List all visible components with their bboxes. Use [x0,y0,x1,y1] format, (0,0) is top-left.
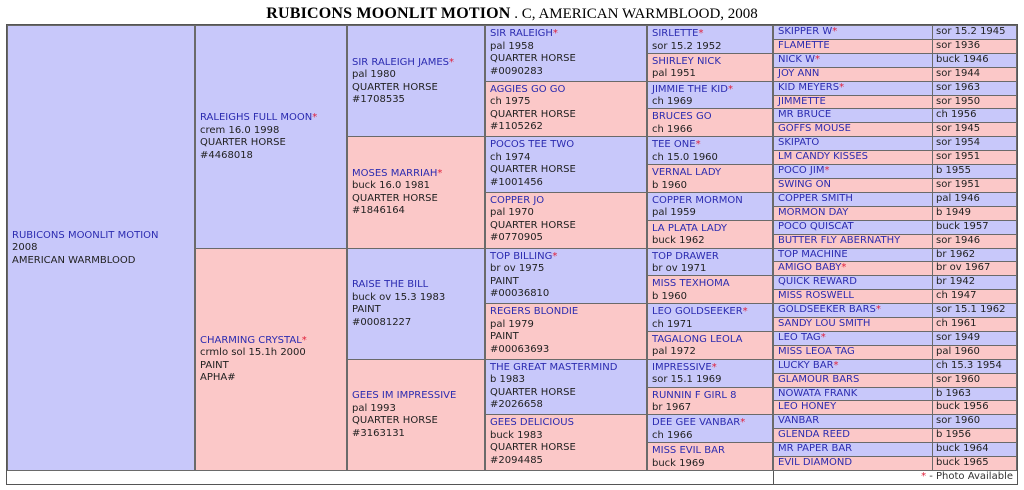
horse-detail-line: PAINT [200,359,229,371]
pedigree-cell-g5 [647,387,773,416]
horse-detail-line: br ov 1975 [490,263,545,274]
horse-name-link[interactable]: SKIPATO [778,137,820,149]
horse-detail-line: crem 16.0 1998 [200,124,280,136]
horse-name-link[interactable]: KID MEYERS [778,81,840,93]
horse-name-link[interactable]: BRUCES GO [652,111,712,123]
horse-name-link[interactable]: JOY ANN [778,67,820,79]
photo-note-text: - Photo Available [926,471,1013,482]
pedigree-cell-g6 [773,178,1017,193]
photo-available-star-icon: * [742,306,748,318]
photo-available-star-icon: * [437,167,443,179]
pedigree-cell-g6 [773,234,1017,249]
horse-details: sor 1951 [932,151,980,164]
pedigree-cell-g6 [773,400,1017,415]
horse-detail-line: #00081227 [352,316,412,328]
photo-available-star-icon: * [875,304,881,316]
photo-available-star-icon: * [727,83,733,95]
horse-detail-line: b 1960 [652,179,687,191]
horse-details: sor 1960 [932,374,980,387]
photo-available-star-icon: * [839,81,845,93]
horse-name-link[interactable]: GEES DELICIOUS [490,417,574,429]
horse-details: sor 1960 [932,415,980,428]
horse-details: ch 1947 [932,290,976,303]
horse-details: b 1956 [932,429,971,442]
pedigree-cell-g6 [773,81,1017,96]
horse-detail-line: #2026658 [490,399,543,411]
horse-detail-line: ch 1975 [490,96,531,108]
horse-detail-line: #0770905 [490,232,543,244]
pedigree-cell-g6 [773,317,1017,332]
horse-details: pal 1946 [932,193,980,206]
horse-name-link[interactable]: MR PAPER BAR [778,443,853,455]
photo-available-star-icon: * [449,56,455,68]
horse-details: ch 1961 [932,318,976,331]
pedigree-cell-g3 [347,136,485,248]
photo-available-star-icon: * [698,28,704,39]
horse-name-link[interactable]: GOLDSEEKER BARS [778,304,876,316]
photo-available-star-icon: * [832,26,838,37]
horse-detail-line: pal 1958 [490,40,534,52]
horse-detail-line: AMERICAN WARMBLOOD [12,254,136,266]
pedigree-cell-g4 [485,359,647,416]
pedigree-cell-g5 [647,220,773,249]
horse-name-title: RUBICONS MOONLIT MOTION [266,5,511,22]
pedigree-cell-g6 [773,108,1017,123]
horse-name-link[interactable]: THE GREAT MASTERMIND [490,361,618,373]
horse-details: sor 1963 [932,82,980,95]
horse-name-link[interactable]: JIMMIE THE KID [652,83,728,95]
pedigree-cell-g4 [485,25,647,82]
horse-name-link[interactable]: MISS ROSWELL [778,290,854,302]
horse-name-link[interactable]: TOP MACHINE [778,248,848,260]
pedigree-cell-g6 [773,414,1017,429]
photo-available-star-icon: * [815,53,821,65]
horse-detail-line: 2008 [12,242,38,254]
photo-available-star-icon: * [552,250,558,262]
horse-name-link[interactable]: GLAMOUR BARS [778,373,860,385]
pedigree-cell-g6 [773,192,1017,207]
horse-detail-line: APHA# [200,372,236,384]
horse-name-link[interactable]: POCO QUISCAT [778,220,854,232]
horse-name-link[interactable]: RUBICONS MOONLIT MOTION [12,229,159,241]
horse-name-link[interactable]: DEE GEE VANBAR [652,417,741,429]
horse-detail-line: buck ov 15.3 1983 [352,291,446,303]
horse-detail-line: #1001456 [490,176,543,188]
photo-star-icon: * [921,471,927,482]
photo-available-note [921,471,1013,482]
footer-spacer [7,471,774,484]
horse-detail-line: b 1960 [652,290,687,302]
pedigree-cell-g4 [485,303,647,360]
horse-detail-line: QUARTER HORSE [200,137,286,149]
horse-details: sor 15.2 1945 [932,26,1006,39]
horse-detail-line: ch 15.0 1960 [652,151,718,163]
pedigree-cell-g5 [647,136,773,165]
pedigree-cell-g5 [647,192,773,221]
horse-name-link[interactable]: SIR RALEIGH [490,28,553,39]
horse-detail-line: buck 1983 [490,429,543,441]
pedigree-cell-g6 [773,220,1017,235]
horse-details: br 1962 [932,249,975,262]
horse-details: sor 1946 [932,235,980,248]
horse-detail-line: crmlo sol 15.1h 2000 [200,347,306,359]
horse-name-link[interactable]: MOSES MARRIAH [352,167,438,179]
horse-detail-line: pal 1951 [652,68,696,80]
horse-name-link[interactable]: LUCKY BAR [778,359,834,371]
photo-available-star-icon: * [301,334,307,346]
horse-details: sor 1951 [932,179,980,192]
horse-name-link[interactable]: POCO JIM [778,165,825,177]
pedigree-cell-g2 [195,248,347,472]
pedigree-cell-g5 [647,53,773,82]
horse-detail-line: QUARTER HORSE [490,53,576,64]
photo-available-star-icon: * [841,262,847,274]
horse-name-link[interactable]: CHARMING CRYSTAL [200,334,302,346]
horse-name-link[interactable]: LM CANDY KISSES [778,151,868,163]
horse-detail-line: ch 1971 [652,318,693,330]
horse-name-link[interactable]: RALEIGHS FULL MOON [200,112,313,124]
pedigree-cell-g4 [485,248,647,305]
title-suffix: . C, AMERICAN WARMBLOOD, 2008 [510,6,758,22]
horse-name-link[interactable]: TEE ONE [652,139,696,151]
pedigree-cell-g6 [773,206,1017,221]
horse-name-link[interactable]: NOWATA FRANK [778,387,858,399]
pedigree-cell-g6 [773,289,1017,304]
pedigree-cell-g6 [773,373,1017,388]
photo-available-star-icon: * [740,417,746,429]
horse-detail-line: #00063693 [490,343,550,355]
horse-name-link[interactable]: SANDY LOU SMITH [778,318,871,330]
pedigree-cell-g6 [773,164,1017,179]
pedigree-cell-g6 [773,248,1017,263]
horse-details: pal 1960 [932,346,980,359]
horse-detail-line: br ov 1971 [652,263,707,274]
horse-detail-line: sor 15.1 1969 [652,374,722,386]
horse-name-link[interactable]: AMIGO BABY [778,262,842,274]
horse-name-link[interactable]: GOFFS MOUSE [778,123,851,135]
horse-detail-line: pal 1980 [352,69,396,81]
horse-name-link[interactable]: VANBAR [778,415,820,427]
horse-name-link[interactable]: COPPER JO [490,194,545,206]
horse-detail-line: pal 1979 [490,318,534,330]
pedigree-cell-g3 [347,359,485,471]
horse-details: ch 15.3 1954 [932,360,1002,373]
horse-name-link[interactable]: MR BRUCE [778,109,832,121]
horse-details: br 1942 [932,276,975,289]
horse-details: sor 1936 [932,40,980,53]
horse-detail-line: QUARTER HORSE [352,415,438,427]
horse-name-link[interactable]: RAISE THE BILL [352,279,429,291]
horse-name-link[interactable]: BUTTER FLY ABERNATHY [778,234,901,246]
horse-details: sor 1950 [932,96,980,109]
horse-details: sor 15.1 1962 [932,304,1006,317]
pedigree-cell-g5 [647,248,773,277]
horse-name-link[interactable]: LEO HONEY [778,401,837,413]
horse-name-link[interactable]: RUNNIN F GIRL 8 [652,389,737,401]
horse-name-link[interactable]: LA PLATA LADY [652,222,727,234]
horse-name-link[interactable]: VERNAL LADY [652,167,722,179]
horse-detail-line: #4468018 [200,149,253,161]
horse-name-link[interactable]: JIMMETTE [778,95,826,107]
horse-detail-line: QUARTER HORSE [490,164,576,176]
horse-name-link[interactable]: POCOS TEE TWO [490,139,575,151]
horse-detail-line: #1846164 [352,205,405,217]
horse-detail-line: PAINT [352,304,381,316]
pedigree-cell-g5 [647,303,773,332]
pedigree-cell-g5 [647,275,773,304]
horse-name-link[interactable]: SIRLETTE [652,28,699,39]
pedigree-cell-g6 [773,136,1017,151]
horse-detail-line: QUARTER HORSE [352,81,438,93]
horse-detail-line: QUARTER HORSE [490,386,576,398]
horse-name-link[interactable]: QUICK REWARD [778,276,857,288]
horse-name-link[interactable]: REGERS BLONDIE [490,306,579,318]
horse-name-link[interactable]: GLENDA REED [778,429,850,441]
horse-name-link[interactable]: AGGIES GO GO [490,83,566,95]
pedigree-cell-g5 [647,25,773,54]
pedigree-cell-g6 [773,122,1017,137]
pedigree-cell-g5 [647,81,773,110]
horse-detail-line: #00036810 [490,288,550,299]
pedigree-cell-g6 [773,150,1017,165]
horse-detail-line: ch 1966 [652,429,693,441]
pedigree-cell-g5 [647,108,773,137]
horse-name-link[interactable]: TOP BILLING [490,250,553,262]
pedigree-cell-g5 [647,331,773,360]
pedigree-grid [6,24,1018,471]
pedigree-cell-g6 [773,275,1017,290]
pedigree-cell-g6 [773,303,1017,318]
horse-name-link[interactable]: LEO GOLDSEEKER [652,306,743,318]
horse-detail-line: #2094485 [490,454,543,466]
pedigree-cell-g6 [773,95,1017,110]
horse-name-link[interactable]: NICK W [778,53,816,65]
horse-detail-line: QUARTER HORSE [490,442,576,454]
pedigree-cell-g4 [485,192,647,249]
horse-detail-line: QUARTER HORSE [490,108,576,120]
pedigree-footer [6,471,1018,485]
pedigree-cell-g4 [485,81,647,138]
horse-detail-line: ch 1974 [490,151,531,163]
photo-available-star-icon: * [312,112,318,124]
horse-details: sor 1944 [932,68,980,81]
horse-detail-line: ch 1966 [652,123,693,135]
pedigree-cell-g5 [647,164,773,193]
horse-detail-line: QUARTER HORSE [490,219,576,231]
photo-available-star-icon: * [711,361,717,373]
horse-details: buck 1956 [932,401,989,414]
photo-available-star-icon: * [824,165,830,177]
pedigree-cell-g5 [647,359,773,388]
horse-detail-line: QUARTER HORSE [352,192,438,204]
photo-available-star-icon: * [552,28,558,39]
pedigree-cell-g6 [773,261,1017,276]
pedigree-cell-g6 [773,456,1017,471]
horse-name-link[interactable]: TAGALONG LEOLA [652,333,743,345]
pedigree-cell-g6 [773,359,1017,374]
horse-name-link[interactable]: MISS EVIL BAR [652,445,725,457]
horse-name-link[interactable]: MORMON DAY [778,206,849,218]
horse-detail-line: pal 1993 [352,402,396,414]
horse-details: b 1949 [932,207,971,220]
pedigree-cell-g6 [773,67,1017,82]
pedigree-cell-g3 [347,25,485,137]
horse-detail-line: br 1967 [652,402,692,414]
horse-name-link[interactable]: COPPER MORMON [652,194,743,206]
horse-details: br ov 1967 [932,262,990,275]
pedigree-cell-g1 [7,25,195,471]
horse-name-link[interactable]: COPPER SMITH [778,192,853,204]
horse-name-link[interactable]: SKIPPER W [778,26,833,37]
horse-details: b 1963 [932,388,971,401]
horse-name-link[interactable]: MISS TEXHOMA [652,278,730,290]
horse-detail-line: buck 16.0 1981 [352,180,431,192]
horse-name-link[interactable]: IMPRESSIVE [652,361,712,373]
horse-name-link[interactable]: SIR RALEIGH JAMES [352,56,450,68]
horse-name-link[interactable]: SWING ON [778,178,831,190]
horse-detail-line: #1105262 [490,121,543,133]
pedigree-cell-g2 [195,25,347,249]
pedigree-cell-g5 [647,442,773,471]
pedigree-cell-g6 [773,39,1017,54]
horse-detail-line: ch 1969 [652,96,693,108]
page-title [0,5,1024,23]
horse-detail-line: pal 1972 [652,346,696,358]
pedigree-cell-g5 [647,414,773,443]
horse-details: ch 1956 [932,109,976,122]
horse-name-link[interactable]: TOP DRAWER [652,250,719,262]
horse-detail-line: pal 1959 [652,207,696,219]
pedigree-cell-g3 [347,248,485,360]
pedigree-cell-g6 [773,387,1017,402]
pedigree-cell-g6 [773,442,1017,457]
horse-details: sor 1954 [932,137,980,150]
horse-details: buck 1964 [932,443,989,456]
horse-detail-line: #1708535 [352,94,405,106]
horse-detail-line: PAINT [490,331,519,343]
pedigree-cell-g4 [485,136,647,193]
horse-detail-line: PAINT [490,275,519,287]
horse-detail-line: b 1983 [490,374,525,386]
horse-detail-line: #3163131 [352,427,405,439]
horse-details: sor 1945 [932,123,980,136]
horse-name-link[interactable]: GEES IM IMPRESSIVE [352,390,457,402]
horse-details: buck 1965 [932,457,989,470]
horse-name-link[interactable]: SHIRLEY NICK [652,55,721,67]
horse-name-link[interactable]: LEO TAG [778,331,821,343]
horse-detail-line: sor 15.2 1952 [652,40,722,52]
horse-details: sor 1949 [932,332,980,345]
horse-name-link[interactable]: EVIL DIAMOND [778,457,853,469]
photo-available-star-icon: * [820,331,826,343]
pedigree-cell-g6 [773,345,1017,360]
horse-details: b 1955 [932,165,971,178]
horse-name-link[interactable]: FLAMETTE [778,39,830,51]
pedigree-cell-g6 [773,53,1017,68]
horse-detail-line: buck 1962 [652,235,705,247]
horse-detail-line: #0090283 [490,65,543,77]
horse-details: buck 1946 [932,54,989,67]
photo-available-star-icon: * [833,359,839,371]
pedigree-cell-g4 [485,414,647,471]
pedigree-cell-g6 [773,428,1017,443]
pedigree-cell-g6 [773,25,1017,40]
horse-name-link[interactable]: MISS LEOA TAG [778,345,855,357]
horse-detail-line: pal 1970 [490,207,534,219]
horse-detail-line: buck 1969 [652,457,705,469]
horse-details: buck 1957 [932,221,989,234]
photo-available-star-icon: * [695,139,701,151]
pedigree-cell-g6 [773,331,1017,346]
